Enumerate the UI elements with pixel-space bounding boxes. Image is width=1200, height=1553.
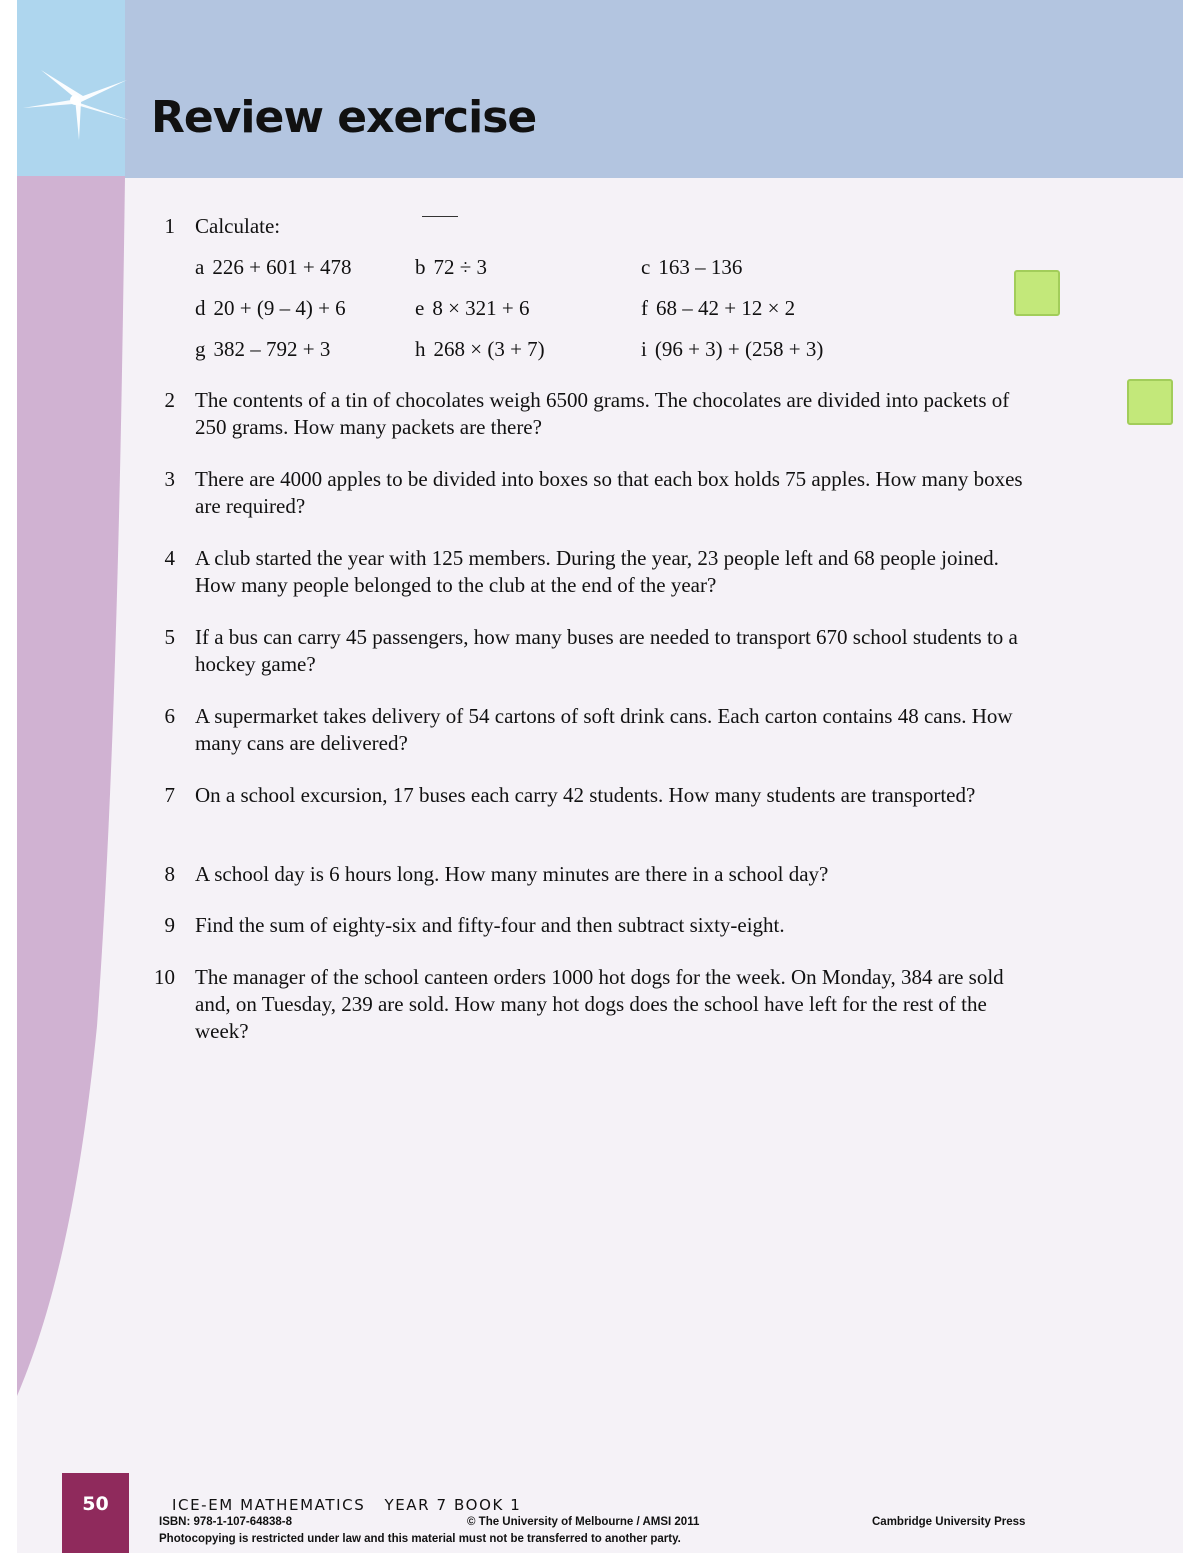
part-expression: 72 ÷ 3 xyxy=(433,255,488,279)
question-number: 4 xyxy=(164,546,175,570)
footer-series-text: ICE-EM MATHEMATICS YEAR 7 BOOK 1 xyxy=(172,1496,522,1514)
question-text: The manager of the school canteen orders 1000 hot dogs for the week. On Monday, 384 are sold and, on Tuesday, 239 are sold. How many hot dogs does the school have left for the rest of the week? xyxy=(195,965,1004,1043)
calc-part-d xyxy=(195,296,346,321)
question-2 xyxy=(147,387,1027,441)
question-number: 1 xyxy=(164,214,175,238)
question-number: 7 xyxy=(164,783,175,807)
question-1-label: Calculate: xyxy=(195,214,281,238)
footer-notice: Photocopying is restricted under law and this material must not be transferred to another party. xyxy=(159,1533,681,1545)
part-letter: c xyxy=(641,255,651,279)
question-text: A club started the year with 125 members. During the year, 23 people left and 68 people joined. How many people belonged to the club at the end of the year? xyxy=(195,546,999,597)
part-letter: a xyxy=(195,255,205,279)
question-3 xyxy=(147,466,1027,520)
part-letter: e xyxy=(415,296,425,320)
calc-part-f xyxy=(641,296,795,321)
footer-copyright: © The University of Melbourne / AMSI 2011 xyxy=(467,1516,700,1528)
question-8 xyxy=(147,861,1027,888)
part-expression: 163 – 136 xyxy=(658,255,743,279)
question-number: 5 xyxy=(164,625,175,649)
calc-part-e xyxy=(415,296,530,321)
question-number: 6 xyxy=(164,704,175,728)
part-expression: 268 × (3 + 7) xyxy=(433,337,545,361)
question-4 xyxy=(147,545,1027,599)
calc-part-c xyxy=(641,255,742,280)
question-6 xyxy=(147,703,1027,757)
page-number: 50 xyxy=(62,1473,129,1553)
exercise-content xyxy=(17,0,1183,1553)
question-text: If a bus can carry 45 passengers, how many buses are needed to transport 670 school students to a hockey game? xyxy=(195,625,1018,676)
part-letter: h xyxy=(415,337,426,361)
question-number: 2 xyxy=(164,388,175,412)
part-expression: (96 + 3) + (258 + 3) xyxy=(654,337,824,361)
question-9 xyxy=(147,912,1027,939)
question-number: 8 xyxy=(164,862,175,886)
part-letter: g xyxy=(195,337,206,361)
question-10 xyxy=(147,964,1027,1045)
page-title: Review exercise xyxy=(151,92,537,143)
calc-part-b xyxy=(415,255,487,280)
question-number: 9 xyxy=(164,913,175,937)
calc-part-h xyxy=(415,337,545,362)
page xyxy=(17,0,1183,1553)
part-expression: 8 × 321 + 6 xyxy=(432,296,530,320)
green-marker-box xyxy=(1127,379,1173,425)
question-text: On a school excursion, 17 buses each carry 42 students. How many students are transported? xyxy=(195,783,976,807)
footer-series xyxy=(172,1496,521,1514)
part-letter: i xyxy=(641,337,647,361)
question-text: There are 4000 apples to be divided into boxes so that each box holds 75 apples. How many boxes are required? xyxy=(195,467,1023,518)
part-expression: 226 + 601 + 478 xyxy=(212,255,352,279)
question-text: The contents of a tin of chocolates weigh 6500 grams. The chocolates are divided into packets of 250 grams. How many packets are there? xyxy=(195,388,1010,439)
part-expression: 68 – 42 + 12 × 2 xyxy=(656,296,796,320)
answer-mark-line xyxy=(422,216,458,217)
part-letter: b xyxy=(415,255,426,279)
calc-part-g xyxy=(195,337,330,362)
question-number: 10 xyxy=(154,965,175,989)
question-text: Find the sum of eighty-six and fifty-four and then subtract sixty-eight. xyxy=(195,913,785,937)
calc-part-a xyxy=(195,255,352,280)
green-marker-box xyxy=(1014,270,1060,316)
question-5 xyxy=(147,624,1027,678)
part-expression: 382 – 792 + 3 xyxy=(213,337,331,361)
part-letter: d xyxy=(195,296,206,320)
question-text: A school day is 6 hours long. How many minutes are there in a school day? xyxy=(195,862,829,886)
footer-isbn: ISBN: 978-1-107-64838-8 xyxy=(159,1516,292,1528)
question-7 xyxy=(147,782,1027,809)
question-number: 3 xyxy=(164,467,175,491)
part-letter: f xyxy=(641,296,648,320)
part-expression: 20 + (9 – 4) + 6 xyxy=(213,296,346,320)
footer-publisher: Cambridge University Press xyxy=(872,1516,1026,1528)
calc-part-i xyxy=(641,337,823,362)
question-text: A supermarket takes delivery of 54 cartons of soft drink cans. Each carton contains 48 cans. How many cans are delivered? xyxy=(195,704,1013,755)
